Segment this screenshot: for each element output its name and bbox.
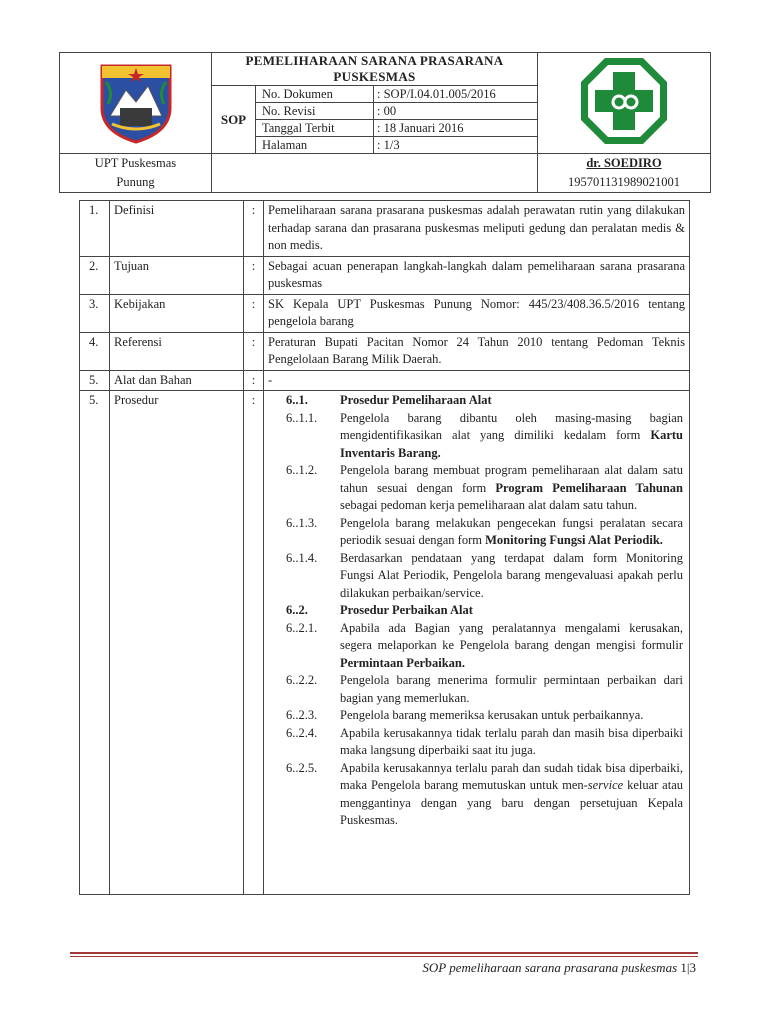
meta-key-halaman: Halaman: [256, 137, 374, 154]
row-text: SK Kepala UPT Puskesmas Punung Nomor: 445/23/408.36.5/2016 tentang pengelola barang: [264, 294, 690, 332]
row-text: -: [264, 370, 690, 391]
left-logo-cell: [60, 53, 212, 154]
table-row: [80, 294, 690, 332]
meta-value-no-revisi: : 00: [374, 103, 538, 120]
table-row: [80, 201, 690, 257]
procedure-content: [264, 391, 690, 895]
regency-crest-icon: [96, 58, 176, 144]
step-number: 6..2.2.: [286, 673, 318, 687]
footer-rule-thin: [70, 956, 698, 957]
section-number: 6..2.: [286, 603, 308, 617]
table-row-prosedur: [80, 391, 690, 895]
section-heading: [268, 602, 683, 620]
section-heading: [268, 392, 683, 410]
page-number: 1|3: [680, 960, 696, 975]
puskesmas-cross-icon: [579, 56, 669, 146]
step-text: Apabila kerusakannya tidak terlalu parah dan masih bisa diperbaiki maka langsung diperbaiki saat itu juga.: [340, 725, 683, 757]
row-colon: :: [244, 201, 264, 257]
list-item: [268, 672, 683, 707]
step-text: Pengelola barang melakukan pengecekan fungsi peralatan secara periodik sesuai dengan form Monitoring Fungsi Alat Periodik.: [340, 515, 683, 547]
meta-key-no-dokumen: No. Dokumen: [256, 86, 374, 103]
row-colon: :: [244, 294, 264, 332]
row-number: 5.: [80, 370, 110, 391]
row-colon: :: [244, 256, 264, 294]
step-text: Pengelola barang membuat program pemeliharaan alat dalam satu tahun sesuai dengan form Program Pemeliharaan Tahunan sebagai pedoman kerja pemeliharaan alat dalam satu tahun.: [340, 463, 684, 512]
meta-key-no-revisi: No. Revisi: [256, 103, 374, 120]
step-number: 6..1.1.: [286, 410, 318, 425]
row-number: 1.: [80, 201, 110, 257]
row-colon: :: [244, 370, 264, 391]
step-text: Apabila ada Bagian yang peralatannya mengalami kerusakan, segera melaporkan ke Pengelola barang dengan mengisi formulir Permintaan Perbaikan.: [340, 620, 683, 670]
section-number: 6..1.: [286, 393, 308, 407]
list-item: [268, 707, 683, 725]
meta-value-no-dokumen: : SOP/I.04.01.005/2016: [374, 86, 538, 103]
row-text: Sebagai acuan penerapan langkah-langkah dalam pemeliharaan sarana prasarana puskesmas: [264, 256, 690, 294]
row-colon: :: [244, 332, 264, 370]
unit-line-1: UPT Puskesmas: [94, 156, 177, 170]
list-item: [268, 462, 683, 515]
signer-block: [538, 154, 711, 193]
row-label: Alat dan Bahan: [110, 370, 244, 391]
meta-value-tanggal-terbit: : 18 Januari 2016: [374, 120, 538, 137]
right-logo-cell: [538, 53, 711, 154]
list-item: [268, 410, 683, 463]
row-label: Kebijakan: [110, 294, 244, 332]
footer-title: SOP pemeliharaan sarana prasarana puskesmas: [422, 960, 678, 975]
list-item: [268, 725, 683, 760]
step-text: Pengelola barang menerima formulir permintaan perbaikan dari bagian yang memerlukan.: [340, 673, 683, 705]
step-text: Pengelola barang dibantu oleh masing-masing bagian mengidentifikasikan alat yang dimiliki kedalam form Kartu Inventaris Barang.: [340, 410, 683, 460]
list-item: [268, 550, 683, 603]
row-text: Pemeliharaan sarana prasarana puskesmas adalah perawatan rutin yang dilakukan terhadap sarana dan prasarana puskesmas meliputi gedung dan peralatan medis & non medis.: [264, 201, 690, 257]
page-footer: [422, 960, 696, 976]
row-label: Prosedur: [110, 391, 244, 895]
row-colon: :: [244, 391, 264, 895]
row-label: Definisi: [110, 201, 244, 257]
document-title: PEMELIHARAAN SARANA PRASARANA PUSKESMAS: [212, 53, 538, 86]
list-item: [268, 760, 683, 830]
row-number: 2.: [80, 256, 110, 294]
table-row: [80, 256, 690, 294]
signer-name: dr. SOEDIRO: [586, 156, 662, 170]
signer-nip: 195701131989021001: [567, 175, 681, 189]
document-header: [59, 52, 711, 193]
step-text: Pengelola barang memeriksa kerusakan untuk perbaikannya.: [340, 708, 644, 722]
blank-cell: [212, 154, 538, 193]
section-title: Prosedur Perbaikan Alat: [340, 603, 473, 617]
step-number: 6..2.1.: [286, 620, 318, 635]
section-title: Prosedur Pemeliharaan Alat: [340, 393, 492, 407]
row-label: Tujuan: [110, 256, 244, 294]
table-row: [80, 332, 690, 370]
step-number: 6..1.2.: [286, 463, 318, 477]
list-item: [268, 620, 683, 673]
step-text: Berdasarkan pendataan yang terdapat dalam form Monitoring Fungsi Alat Periodik, Pengelola barang mengevaluasi apakah perlu dilakukan perbaikan/service.: [340, 550, 683, 600]
meta-key-tanggal-terbit: Tanggal Terbit: [256, 120, 374, 137]
row-number: 5.: [80, 391, 110, 895]
row-label: Referensi: [110, 332, 244, 370]
sop-label: SOP: [212, 86, 256, 154]
unit-line-2: Punung: [116, 175, 155, 189]
meta-value-halaman: : 1/3: [374, 137, 538, 154]
row-number: 3.: [80, 294, 110, 332]
step-number: 6..2.4.: [286, 725, 318, 740]
step-number: 6..2.5.: [286, 760, 318, 775]
step-number: 6..2.3.: [286, 708, 318, 722]
row-number: 4.: [80, 332, 110, 370]
table-row: [80, 370, 690, 391]
footer-rule: [70, 952, 698, 954]
list-item: [268, 515, 683, 550]
step-number: 6..1.4.: [286, 550, 318, 565]
sop-content-table: [79, 200, 690, 895]
unit-name: [60, 154, 212, 193]
step-text: Apabila kerusakannya terlalu parah dan sudah tidak bisa diperbaiki, maka Pengelola barang memutuskan untuk men-service keluar atau menggantinya dengan yang baru dengan persetujuan Kepala Puskesmas.: [340, 760, 683, 827]
row-text: Peraturan Bupati Pacitan Nomor 24 Tahun 2010 tentang Pedoman Teknis Pengelolaan Barang Milik Daerah.: [264, 332, 690, 370]
step-number: 6..1.3.: [286, 515, 318, 530]
